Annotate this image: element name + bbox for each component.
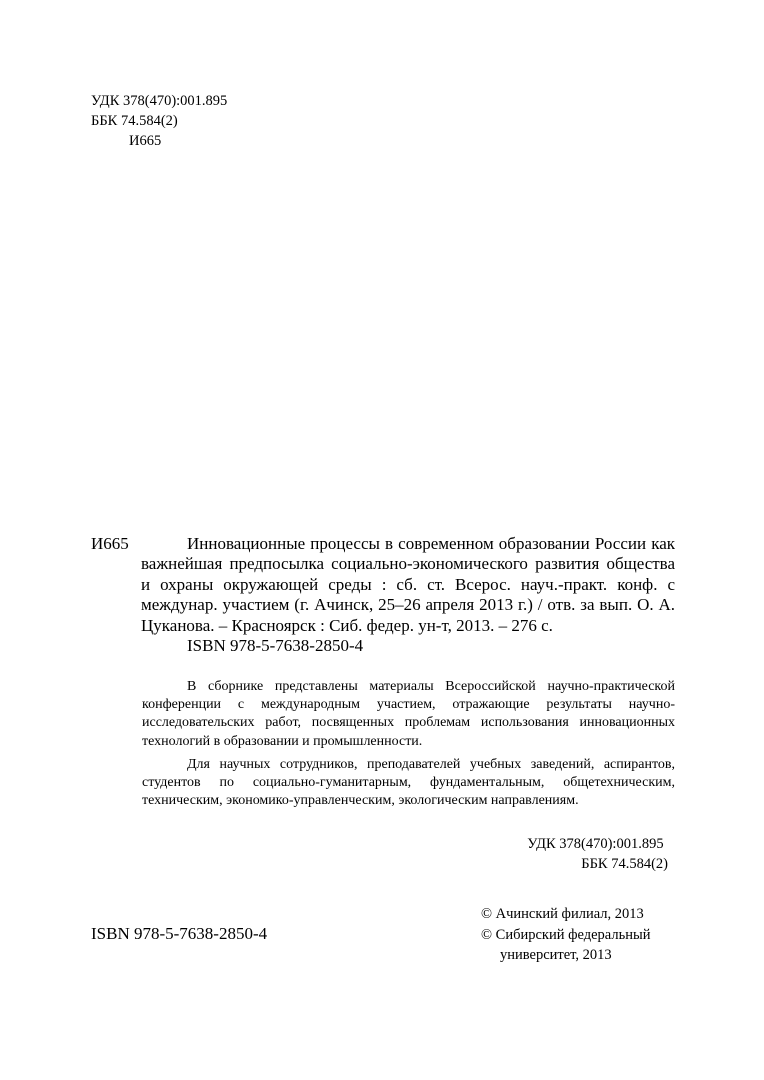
abstract: [142, 678, 675, 810]
classification-codes-top: [91, 91, 227, 151]
abstract-paragraph: В сборнике представлены материалы Всероссийской научно-практической конференции с международным участием, отражающие результаты научно-исследовательских работ, посвященных проблемам использования инновационных технологий в образовании и промышленности.: [142, 679, 675, 749]
audience-paragraph: Для научных сотрудников, преподавателей учебных заведений, аспирантов, студентов по социально-гуманитарным, фундаментальным, общетехническим, техническим, экономико-управленческим, экологическим направлениям.: [142, 756, 675, 809]
biblio-description: [141, 534, 675, 636]
copyright-line: университет, 2013: [500, 947, 612, 963]
copyright-line: © Ачинский филиал, 2013: [481, 906, 644, 922]
biblio-line: как важнейшая предпосылка социально-экономического развития: [141, 534, 675, 574]
biblio-line: за вып. О. А. Цуканова. – Красноярск : Сиб. федер. ун-т, 2013. – 276 с.: [141, 595, 675, 635]
bibliographic-record: [91, 534, 675, 656]
biblio-line: Инновационные процессы в современном образовании России: [187, 534, 647, 553]
bbk-code: ББК 74.584(2): [581, 856, 668, 872]
isbn: ISBN 978-5-7638-2850-4: [91, 924, 268, 943]
bbk-code: ББК 74.584(2): [91, 113, 178, 129]
udk-code: УДК 378(470):001.895: [91, 93, 228, 109]
author-sign: И665: [129, 133, 162, 149]
classification-codes-bottom: [527, 834, 668, 874]
biblio-isbn: ISBN 978-5-7638-2850-4: [187, 636, 364, 656]
copyright-block: [481, 904, 650, 966]
biblio-line: общества и охраны окружающей среды : сб. ст. Всерос. науч.-практ.: [141, 554, 676, 594]
udk-code: УДК 378(470):001.895: [527, 836, 664, 852]
copyright-line: © Сибирский федеральный: [481, 926, 651, 943]
biblio-author-sign: И665: [91, 534, 129, 553]
biblio-line: конф. с междунар. участием (г. Ачинск, 25–26 апреля 2013 г.) / отв.: [141, 574, 675, 615]
